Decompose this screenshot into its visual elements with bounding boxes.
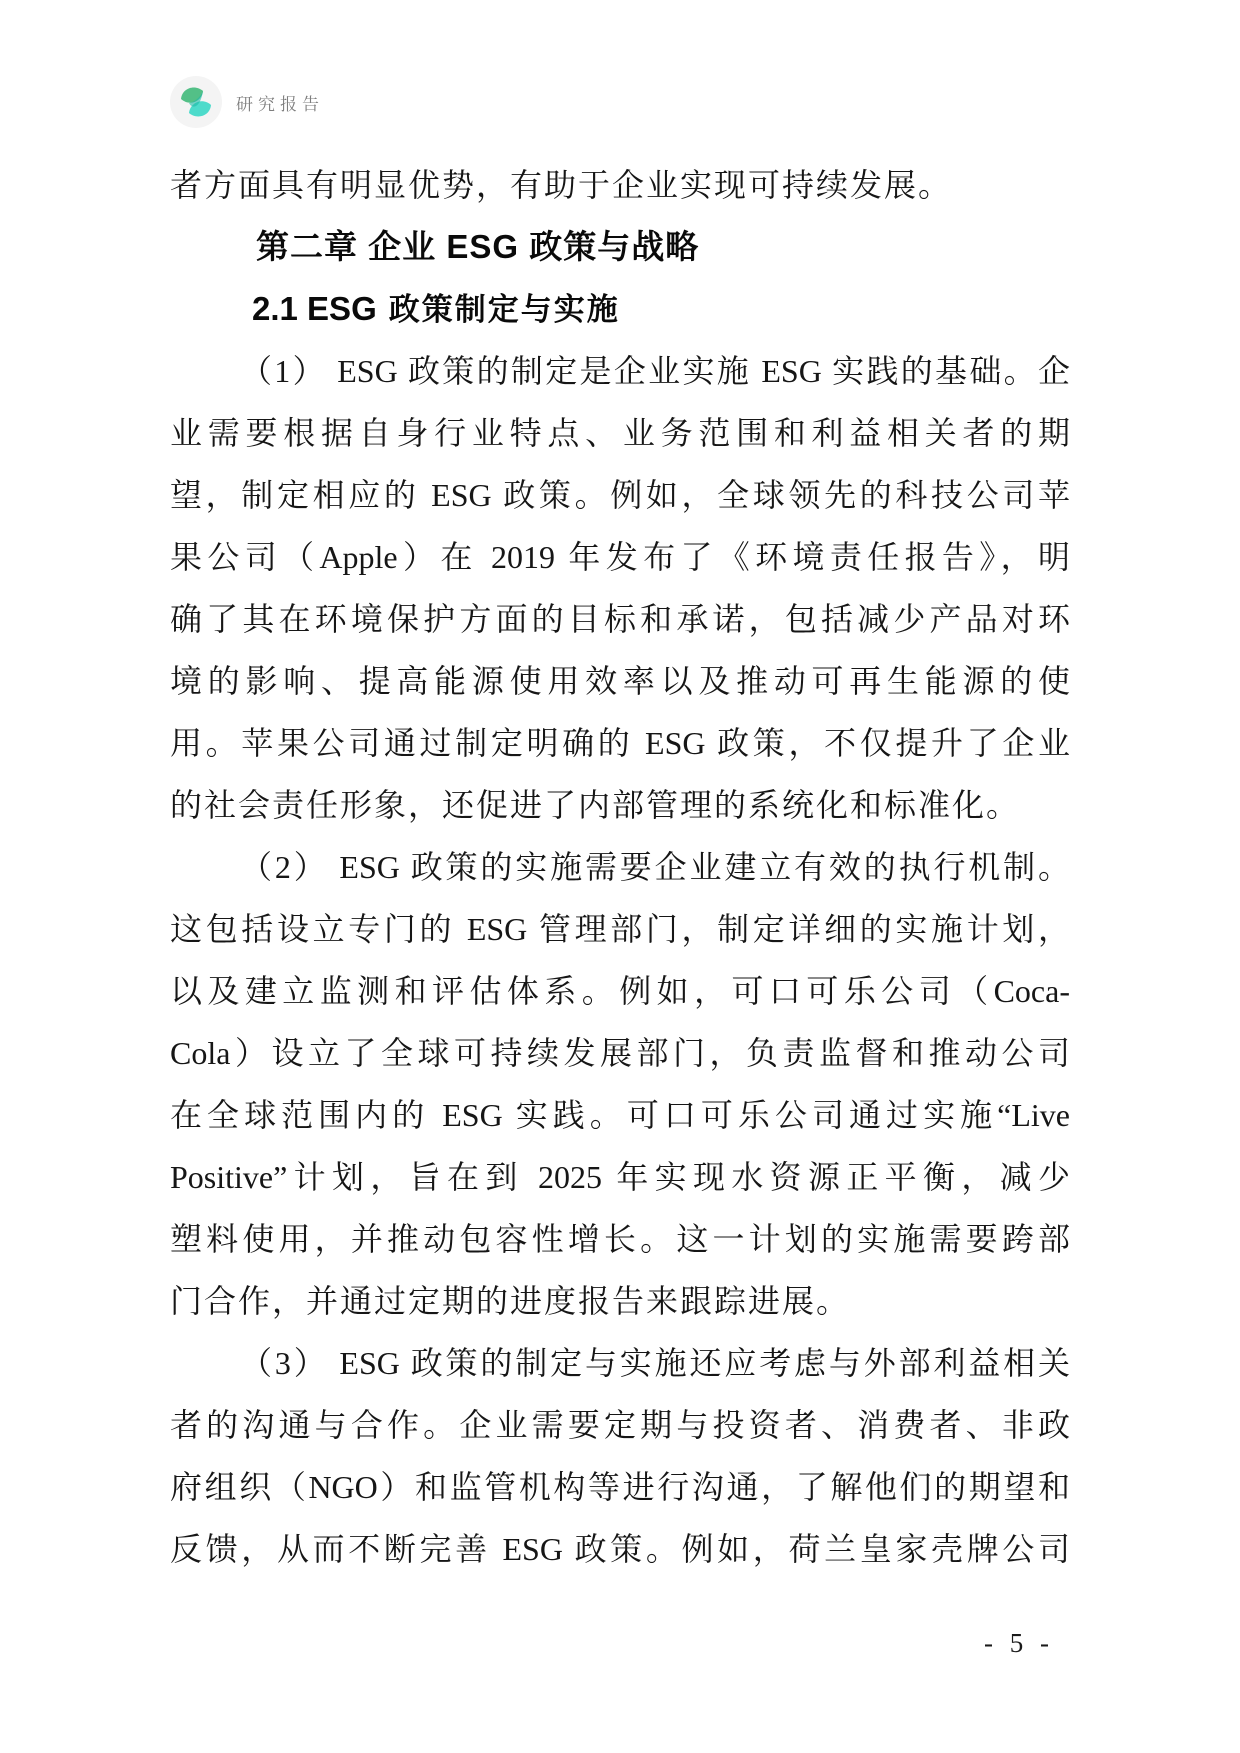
- section-title: 政策制定与实施: [388, 292, 620, 327]
- body-line: 在全球范围内的 ESG 实践。可口可乐公司通过实施“Live: [170, 1097, 1070, 1133]
- body-line: 这包括设立专门的 ESG 管理部门，制定详细的实施计划，: [170, 911, 1070, 947]
- body-line: Positive”计划，旨在到 2025 年实现水资源正平衡，减少: [170, 1159, 1070, 1195]
- body-line: 果公司（Apple）在 2019 年发布了《环境责任报告》，明: [170, 539, 1070, 575]
- body-line: 用。苹果公司通过制定明确的 ESG 政策，不仅提升了企业: [170, 725, 1070, 761]
- body-line: 业需要根据自身行业特点、业务范围和利益相关者的期: [170, 415, 1070, 451]
- body-line: （2） ESG 政策的实施需要企业建立有效的执行机制。: [240, 849, 1070, 885]
- brand-label: 研究报告: [236, 94, 324, 114]
- body-line: 者方面具有明显优势，有助于企业实现可持续发展。: [170, 167, 953, 203]
- body-line: 塑料使用，并推动包容性增长。这一计划的实施需要跨部: [170, 1221, 1070, 1257]
- body-line: 门合作，并通过定期的进度报告来跟踪进展。: [170, 1283, 851, 1319]
- brand-header: [170, 76, 324, 128]
- chapter-heading: 第二章 企业 ESG 政策与战略: [256, 228, 700, 265]
- body-line: （3） ESG 政策的制定与实施还应考虑与外部利益相关: [240, 1345, 1070, 1381]
- body-line: 的社会责任形象，还促进了内部管理的系统化和标准化。: [170, 787, 1021, 823]
- body-line: 以及建立监测和评估体系。例如，可口可乐公司（Coca-: [170, 973, 1070, 1009]
- section-heading: [170, 278, 1070, 340]
- body-line: 者的沟通与合作。企业需要定期与投资者、消费者、非政: [170, 1407, 1070, 1443]
- body-line: Cola）设立了全球可持续发展部门，负责监督和推动公司: [170, 1035, 1070, 1071]
- body-line: 反馈，从而不断完善 ESG 政策。例如，荷兰皇家壳牌公司: [170, 1531, 1070, 1567]
- section-number: 2.1 ESG: [252, 290, 377, 327]
- body-line: 望，制定相应的 ESG 政策。例如，全球领先的科技公司苹: [170, 477, 1070, 513]
- body-line: 确了其在环境保护方面的目标和承诺，包括减少产品对环: [170, 601, 1070, 637]
- page-number: - 5 -: [984, 1628, 1054, 1658]
- body-line: （1） ESG 政策的制定是企业实施 ESG 实践的基础。企: [240, 353, 1070, 389]
- body-line: 府组织（NGO）和监管机构等进行沟通，了解他们的期望和: [170, 1469, 1070, 1505]
- body-line: 境的影响、提高能源使用效率以及推动可再生能源的使: [170, 663, 1070, 699]
- document-body: [170, 154, 1070, 1580]
- report-logo-icon: [170, 76, 222, 128]
